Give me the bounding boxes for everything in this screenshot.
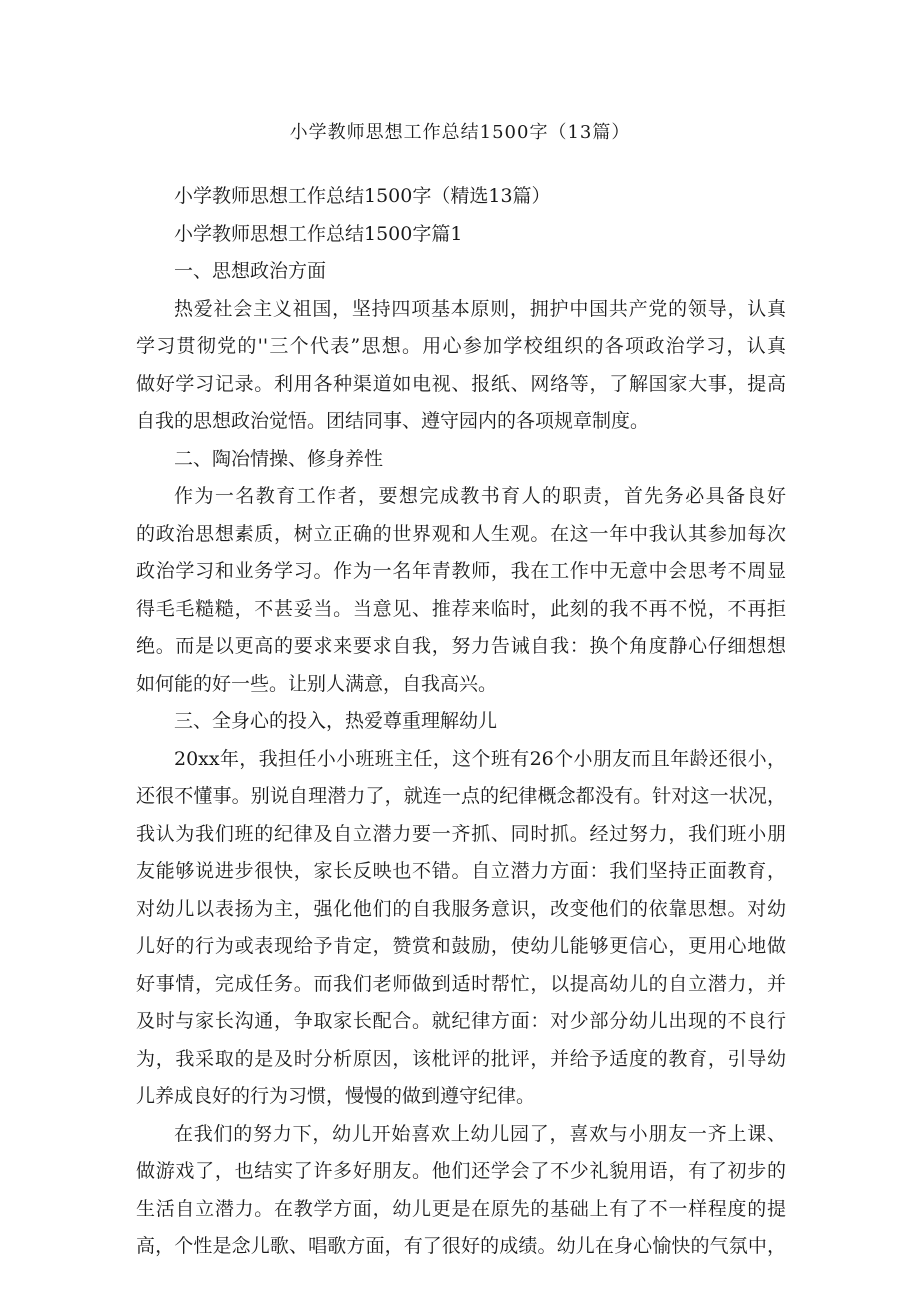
paragraph-line: 生活自立潜力。在教学方面，幼儿更是在原先的基础上有了不一样程度的提 (136, 1197, 786, 1220)
paragraph-line: 对幼儿以表扬为主，强化他们的自我服务意识，改变他们的依靠思想。对幼 (136, 897, 786, 920)
paragraph-line: 得毛毛糙糙，不甚妥当。当意见、推荐来临时，此刻的我不再不悦，不再拒 (136, 597, 786, 620)
paragraph-line: 好事情，完成任务。而我们老师做到适时帮忙，以提高幼儿的自立潜力，并 (136, 972, 786, 995)
paragraph-line: 作为一名教育工作者，要想完成教书育人的职责，首先务必具备良好 (174, 485, 786, 507)
paragraph-line: 学习贯彻党的''三个代表”思想。用心参加学校组织的各项政治学习，认真 (136, 335, 786, 357)
section-heading-line: 一、思想政治方面 (174, 260, 327, 282)
paragraph-line: 20xx年，我担任小小班班主任，这个班有26个小朋友而且年龄还很小， (174, 747, 786, 770)
paragraph-line: 高，个性是念儿歌、唱歌方面，有了很好的成绩。幼儿在身心愉快的气氛中， (136, 1235, 786, 1257)
paragraph-line: 绝。而是以更高的要求来要求自我，努力告诫自我：换个角度静心仔细想想 (136, 635, 786, 657)
paragraph-line: 为，我采取的是及时分析原因，该枇评的批评，并给予适度的教育，引导幼 (136, 1047, 786, 1070)
paragraph-line: 儿好的行为或表现给予肯定，赞赏和鼓励，使幼儿能够更信心，更用心地做 (136, 935, 786, 957)
paragraph-line: 做好学习记录。利用各种渠道如电视、报纸、网络等，了解国家大事，提高 (136, 372, 786, 395)
document-body (136, 178, 786, 1266)
paragraph-line: 政治学习和业务学习。作为一名年青教师，我在工作中无意中会思考不周显 (136, 560, 786, 582)
paragraph-line: 我认为我们班的纪律及自立潜力要一齐抓、同时抓。经过努力，我们班小朋 (136, 822, 786, 845)
section-heading-line: 小学教师思想工作总结1500字篇1 (174, 222, 463, 245)
paragraph-line: 的政治思想素质，树立正确的世界观和人生观。在这一年中我认其参加每次 (136, 522, 786, 545)
paragraph-line: 热爱社会主义祖国，坚持四项基本原则，拥护中国共产党的领导，认真 (174, 297, 786, 320)
section-heading-line: 三、全身心的投入，热爱尊重理解幼儿 (174, 710, 498, 732)
paragraph-line: 自我的思想政治觉悟。团结同事、遵守园内的各项规章制度。 (136, 410, 650, 432)
document-title: 小学教师思想工作总结1500字（13篇） (289, 122, 631, 143)
paragraph-line: 儿养成良好的行为习惯，慢慢的做到遵守纪律。 (136, 1085, 536, 1107)
paragraph-line: 在我们的努力下，幼儿开始喜欢上幼儿园了，喜欢与小朋友一齐上课、 (174, 1122, 786, 1145)
section-heading-line: 小学教师思想工作总结1500字（精选13篇） (174, 185, 551, 207)
paragraph-line: 友能够说进步很快，家长反映也不错。自立潜力方面：我们坚持正面教育， (136, 860, 786, 882)
paragraph-line: 还很不懂事。别说自理潜力了，就连一点的纪律概念都没有。针对这一状况， (136, 785, 786, 807)
paragraph-line: 如何能的好一些。让别人满意，自我高兴。 (136, 672, 498, 695)
paragraph-line: 做游戏了，也结实了许多好朋友。他们还学会了不少礼貌用语，有了初步的 (136, 1160, 786, 1182)
paragraph-line: 及时与家长沟通，争取家长配合。就纪律方面：对少部分幼儿出现的不良行 (136, 1010, 786, 1032)
section-heading-line: 二、陶冶情操、修身养性 (174, 447, 384, 470)
